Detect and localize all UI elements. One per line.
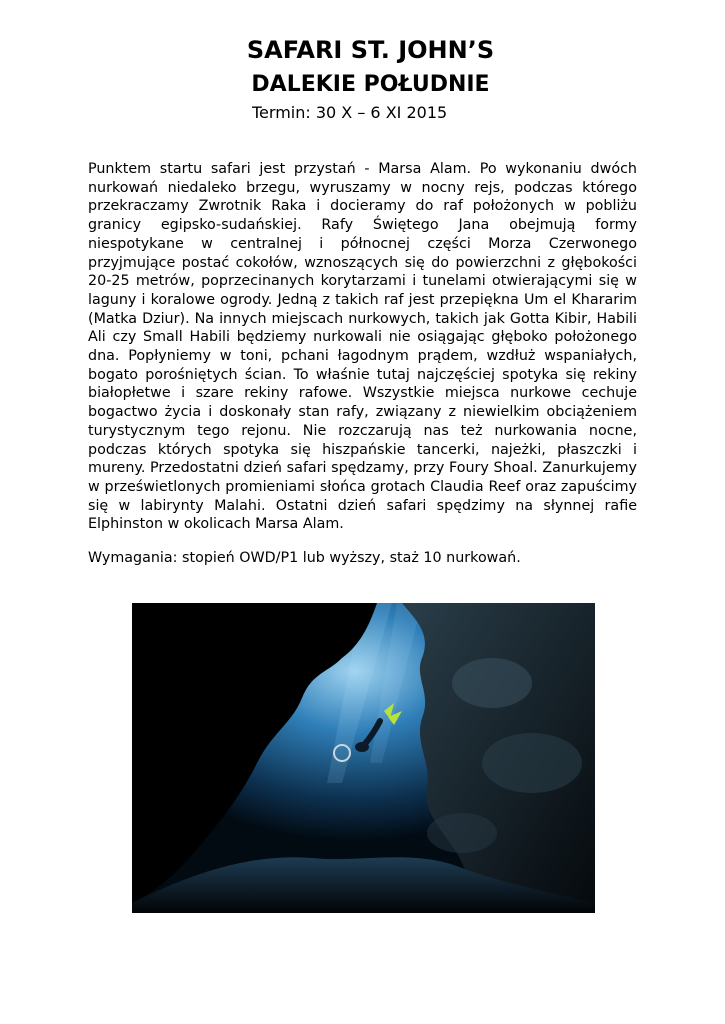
trip-dates: Termin: 30 X – 6 XI 2015 xyxy=(252,103,448,122)
description-paragraph: Punktem startu safari jest przystań - Marsa Alam. Po wykonaniu dwóch nurkowań niedaleko brzegu, wyruszamy w nocny rejs, podczas którego przekraczamy Zwrotnik Raka i docieramy do raf położonych w pobliżu granicy egipsko-sudańskiej. Rafy Świętego Jana obejmują formy niespotykane w centralnej i północnej części Morza Czerwonego przyjmujące postać cokołów, wznoszących się do powierzchni z głębokości 20-25 metrów, poprzecinanych korytarzami i tunelami otwierającymi się w laguny i koralowe ogrody. Jedną z takich raf jest przepiękna Um el Khararim (Matka Dziur). Na innych miejscach nurkowych, takich jak Gotta Kibir, Habili Ali czy Small Habili będziemy nurkowali nie osiągając głęboko położonego dna. Popłyniemy w toni, pchani łagodnym prądem, wzdłuż wspaniałych, bogato porośniętych ścian. To właśnie tutaj najczęściej spotyka się rekiny białopłetwe i szare rekiny rafowe. Wszystkie miejsca nurkowe cechuje bogactwo życia i doskonały stan rafy, związany z niewielkim obciążeniem turystycznym tego rejonu. Nie rozczarują nas też nurkowania nocne, podczas których spotyka się hiszpańskie tancerki, najeżki, płaszczki i mureny. Przedostatni dzień safari spędzamy, przy Foury Shoal. Zanurkujemy w prześwietlonych promieniami słońca grotach Claudia Reef oraz zapuścimy się w labirynty Malahi. Ostatni dzień safari spędzimy na słynnej rafie Elphinston w okolicach Marsa Alam. xyxy=(88,161,637,533)
diver-tank xyxy=(355,742,369,752)
page-subtitle: DALEKIE POŁUDNIE xyxy=(251,72,490,97)
page-title: SAFARI ST. JOHN’S xyxy=(246,36,495,64)
rock-texture xyxy=(452,658,532,708)
underwater-cave-photo xyxy=(132,603,595,913)
rock-texture xyxy=(482,733,582,793)
rock-texture xyxy=(427,813,497,853)
requirements-text: Wymagania: stopień OWD/P1 lub wyższy, staż 10 nurkowań. xyxy=(88,550,521,566)
cave-diver-illustration xyxy=(132,603,595,913)
